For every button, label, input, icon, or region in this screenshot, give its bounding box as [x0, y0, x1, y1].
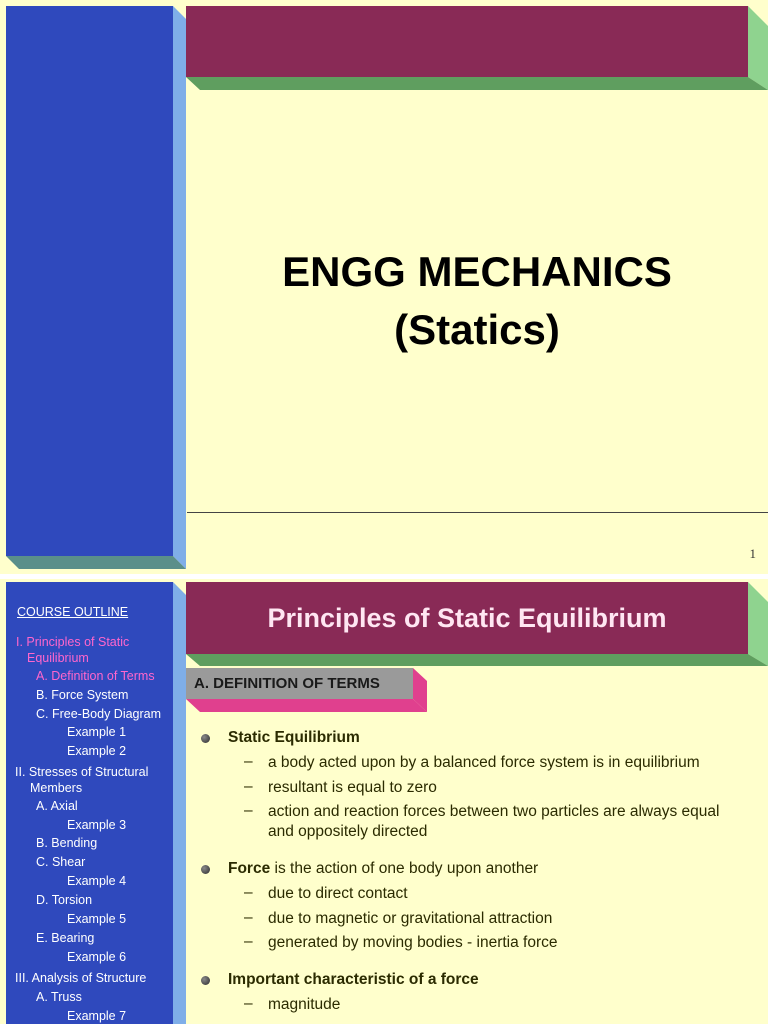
- sub-bullet-text: magnitude: [268, 996, 341, 1013]
- dash-icon: –: [244, 884, 253, 901]
- sub-bullet-text: generated by moving bodies - inertia force: [268, 934, 558, 951]
- outline-item[interactable]: Example 3: [67, 818, 127, 832]
- bullet-dot-icon: [201, 865, 210, 874]
- banner-bevel: [180, 0, 768, 100]
- divider-line: [187, 512, 768, 513]
- sub-bullet-text: due to direct contact: [268, 885, 408, 902]
- bullet-bold-term: Important characteristic of a force: [228, 971, 479, 988]
- outline-item[interactable]: A. Truss: [36, 990, 82, 1004]
- outline-item[interactable]: E. Bearing: [36, 931, 95, 945]
- subheading-label: A. DEFINITION OF TERMS: [194, 675, 380, 692]
- outline-item[interactable]: I. Principles of Static: [16, 635, 130, 649]
- dash-icon: –: [244, 802, 253, 819]
- sub-bullet-text: a body acted upon by a balanced force system is in equilibrium: [268, 754, 700, 771]
- outline-item[interactable]: Example 7: [67, 1009, 127, 1023]
- sidebar-bevel: [0, 0, 200, 574]
- dash-icon: –: [244, 909, 253, 926]
- section-title: Principles of Static Equilibrium: [267, 603, 667, 633]
- outline-item[interactable]: Members: [30, 781, 83, 795]
- bullet-rest-text: is the action of one body upon another: [270, 860, 539, 877]
- bullet-text: [228, 729, 360, 747]
- dash-icon: –: [244, 995, 253, 1012]
- outline-item[interactable]: Example 1: [67, 725, 127, 739]
- sub-bullet-text: action and reaction forces between two particles are always equal and oppositely directed: [268, 803, 720, 840]
- bullet-text: [228, 971, 479, 989]
- outline-item[interactable]: C. Shear: [36, 855, 86, 869]
- sub-bullet-text: resultant is equal to zero: [268, 779, 437, 796]
- sub-bullet-text: due to magnetic or gravitational attraction: [268, 910, 553, 927]
- outline-heading[interactable]: COURSE OUTLINE: [17, 605, 129, 619]
- bullet-bold-term: Force: [228, 860, 271, 877]
- outline-item[interactable]: C. Free-Body Diagram: [36, 707, 162, 721]
- outline-item[interactable]: Example 2: [67, 744, 127, 758]
- outline-item[interactable]: B. Bending: [36, 836, 98, 850]
- outline-item[interactable]: Example 6: [67, 950, 127, 964]
- outline-item[interactable]: II. Stresses of Structural: [15, 765, 149, 779]
- content-slide: [0, 579, 768, 1024]
- outline-item[interactable]: Example 5: [67, 912, 127, 926]
- page-number: 1: [749, 546, 756, 561]
- outline-item[interactable]: B. Force System: [36, 688, 129, 702]
- outline-item[interactable]: III. Analysis of Structure: [15, 971, 147, 985]
- dash-icon: –: [244, 778, 253, 795]
- bullet-dot-icon: [201, 734, 210, 743]
- bullet-text: [228, 860, 538, 878]
- outline-item[interactable]: Equilibrium: [27, 651, 89, 665]
- outline-item[interactable]: A. Axial: [36, 799, 78, 813]
- slide-title-line-2: (Statics): [394, 306, 560, 353]
- slide-title-line-1: ENGG MECHANICS: [282, 248, 672, 295]
- outline-item[interactable]: A. Definition of Terms: [36, 669, 155, 683]
- bullet-bold-term: Static Equilibrium: [228, 729, 360, 746]
- dash-icon: –: [244, 753, 253, 770]
- bullet-dot-icon: [201, 976, 210, 985]
- outline-item[interactable]: Example 4: [67, 874, 127, 888]
- outline-item[interactable]: D. Torsion: [36, 893, 93, 907]
- dash-icon: –: [244, 933, 253, 950]
